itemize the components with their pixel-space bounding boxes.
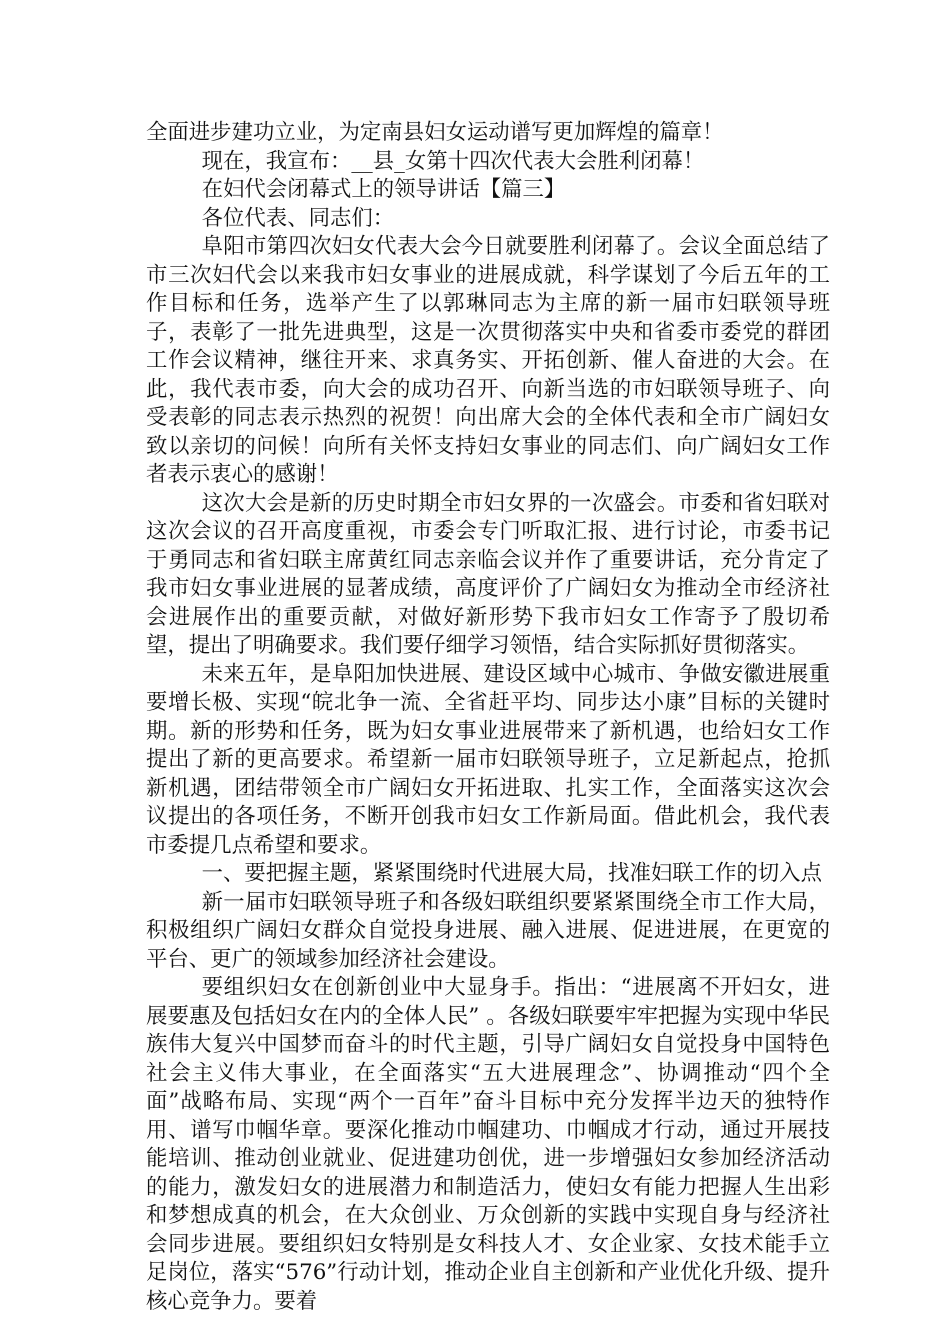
document-body (146, 119, 830, 1316)
subsection-heading: 一、要把握主题，紧紧围绕时代进展大局，找准妇联工作的切入点 (201, 861, 822, 886)
paragraph-body: 未来五年，是阜阳加快进展、建设区域中心城市、争做安徽进展重要增长极、实现“皖北争一流、全省赶平均、同步达小康”目标的关键时期。新的形势和任务，既为妇女事业进展带来了新机遇，也给妇女工作提出了新的更高要求。希望新一届市妇联领导班子，立足新起点，抢抓新机遇，团结带领全市广阔妇女开拓进取、扎实工作，全面落实这次会议提出的各项任务，不断开创我市妇女工作新局面。借此机会，我代表市委提几点希望和要求。 (146, 661, 830, 858)
paragraph-body: 要组织妇女在创新创业中大显身手。指出：“进展离不开妇女，进展要惠及包括妇女在内的全体人民” 。各级妇联要牢牢把握为实现中华民族伟大复兴中国梦而奋斗的时代主题，引导广阔妇女自觉投身中国特色社会主义伟大事业，在全面落实“五大进展理念”、协调推动“四个全面”战略布局、实现“两个一百年”奋斗目标中充分发挥半边天的独特作用、谱写巾帼华章。要深化推动巾帼建功、巾帼成才行动，通过开展技能培训、推动创业就业、促进建功创优，进一步增强妇女参加经济活动的能力，激发妇女的进展潜力和制造活力，使妇女有能力把握人生出彩和梦想成真的机会，在大众创业、万众创新的实践中实现自身与经济社会同步进展。要组织妇女特别是女科技人才、女企业家、女技术能手立足岗位，落实“576”行动计划，推动企业自主创新和产业优化升级、提升核心竞争力。要着 (146, 975, 830, 1314)
salutation: 各位代表、同志们： (201, 205, 395, 231)
paragraph-body: 新一届市妇联领导班子和各级妇联组织要紧紧围绕全市工作大局，积极组织广阔妇女群众自觉投身进展、融入进展、促进进展，在更宽的平台、更广的领域参加经济社会建设。 (146, 889, 830, 972)
paragraph-closing-sentence: 全面进步建功立业，为定南县妇女运动谱写更加辉煌的篇章！ (146, 120, 724, 145)
section-heading: 在妇代会闭幕式上的领导讲话【篇三】 (201, 177, 566, 202)
paragraph-body: 这次大会是新的历史时期全市妇女界的一次盛会。市委和省妇联对这次会议的召开高度重视，市委会专门听取汇报、进行讨论，市委书记于勇同志和省妇联主席黄红同志亲临会议并作了重要讲话，充分肯定了我市妇女事业进展的显著成绩，高度评价了广阔妇女为推动全市经济社会进展作出的重要贡献，对做好新形势下我市妇女工作寄予了殷切希望，提出了明确要求。我们要仔细学习领悟，结合实际抓好贯彻落实。 (146, 490, 830, 658)
paragraph-body: 阜阳市第四次妇女代表大会今日就要胜利闭幕了。会议全面总结了市三次妇代会以来我市妇女事业的进展成就，科学谋划了今后五年的工作目标和任务，选举产生了以郭琳同志为主席的新一届市妇联领导班子，表彰了一批先进典型，这是一次贯彻落实中央和省委市委党的群团工作会议精神，继往开来、求真务实、开拓创新、催人奋进的大会。在此，我代表市委，向大会的成功召开、向新当选的市妇联领导班子、向受表彰的同志表示热烈的祝贺！向出席大会的全体代表和全市广阔妇女致以亲切的问候！向所有关怀支持妇女事业的同志们、向广阔妇女工作者表示衷心的感谢！ (146, 234, 830, 487)
paragraph-announcement: 现在，我宣布：__县_女第十四次代表大会胜利闭幕！ (201, 148, 705, 174)
